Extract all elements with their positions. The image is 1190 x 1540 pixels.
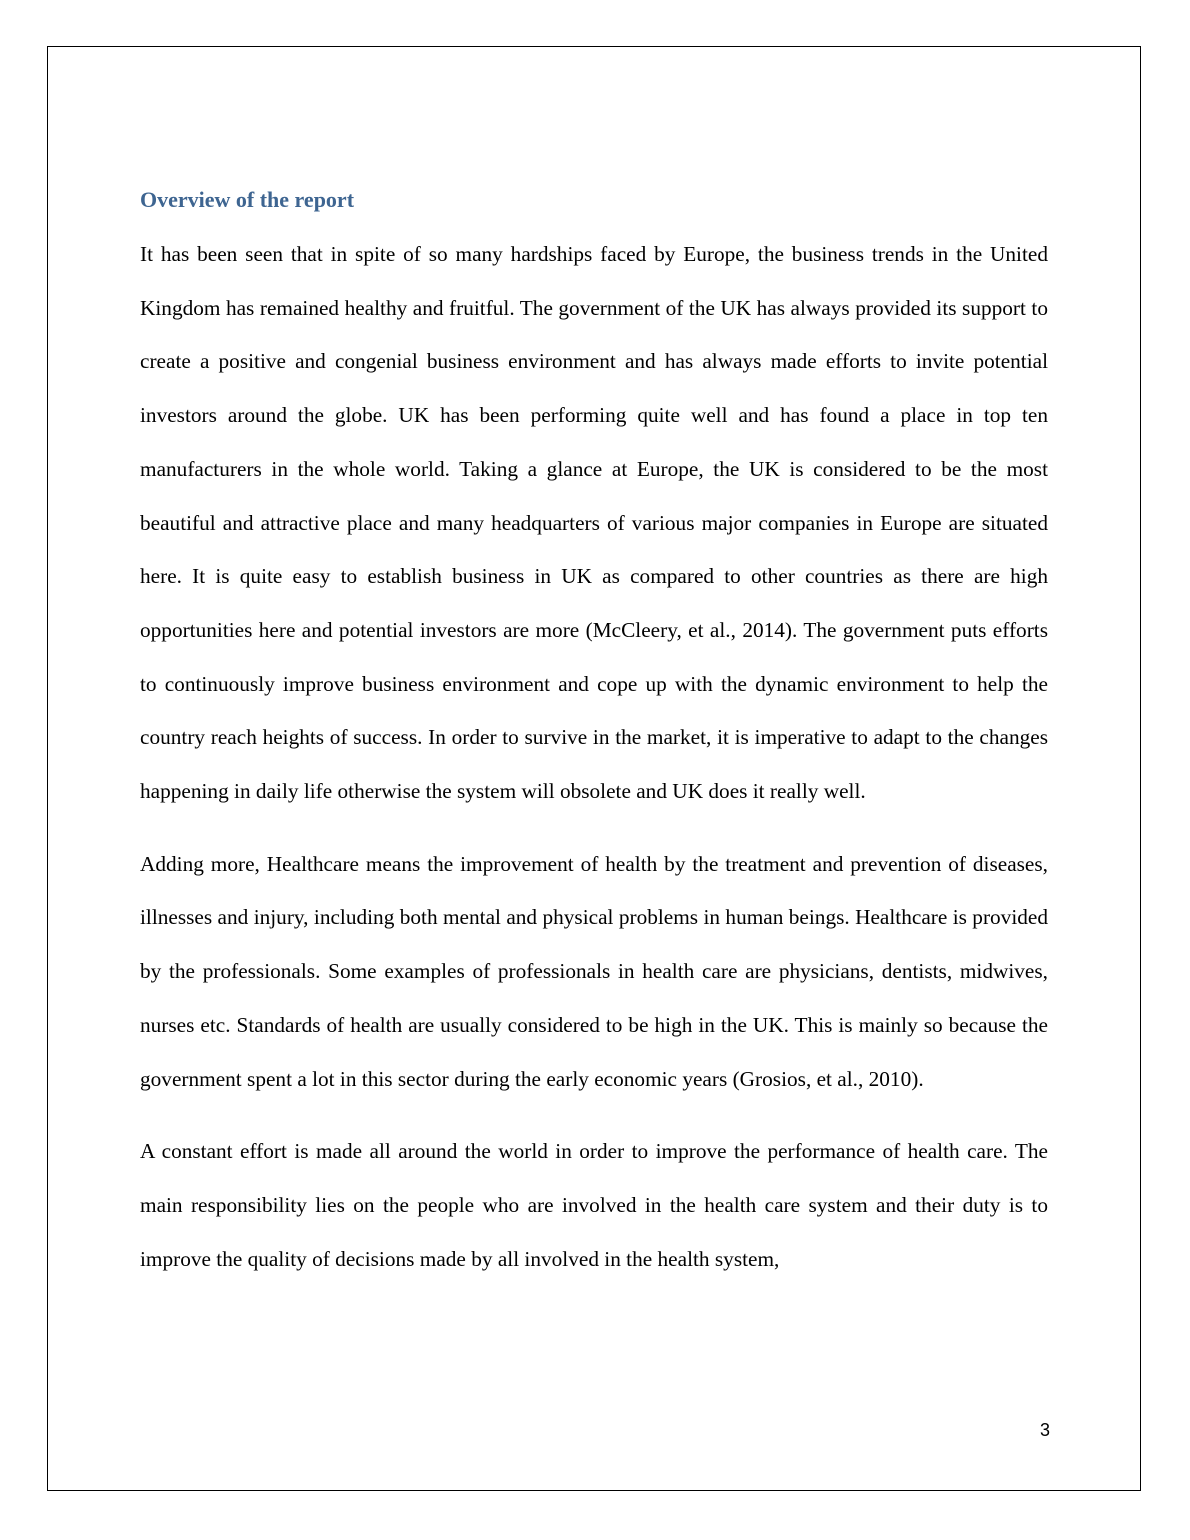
paragraph-3: A constant effort is made all around the world in order to improve the performance of health care. The main responsibility lies on the people who are involved in the health care system and their duty is to improve the quality of decisions made by all involved in the health system, [140, 1139, 1048, 1271]
paragraph-1: It has been seen that in spite of so many hardships faced by Europe, the business trends in the United Kingdom has remained healthy and fruitful. The government of the UK has always provided its support to create a positive and congenial business environment and has always made efforts to invite potential investors around the globe. UK has been performing quite well and has found a place in top ten manufacturers in the whole world. Taking a glance at Europe, the UK is considered to be the most beautiful and attractive place and many headquarters of various major companies in Europe are situated here. It is quite easy to establish business in UK as compared to other countries as there are high opportunities here and potential investors are more (McCleery, et al., 2014). The government puts efforts to continuously improve business environment and cope up with the dynamic environment to help the country reach heights of success. In order to survive in the market, it is imperative to adapt to the changes happening in daily life otherwise the system will obsolete and UK does it really well. [140, 242, 1048, 804]
page-number: 3 [1039, 1420, 1050, 1440]
paragraph-2: Adding more, Healthcare means the improvement of health by the treatment and prevention of diseases, illnesses and injury, including both mental and physical problems in human beings. Healthcare is provided by the professionals. Some examples of professionals in health care are physicians, dentists, midwives, nurses etc. Standards of health are usually considered to be high in the UK. This is mainly so because the government spent a lot in this sector during the early economic years (Grosios, et al., 2010). [140, 851, 1048, 1091]
section-heading: Overview of the report [140, 187, 355, 212]
document-body [140, 184, 1048, 1305]
